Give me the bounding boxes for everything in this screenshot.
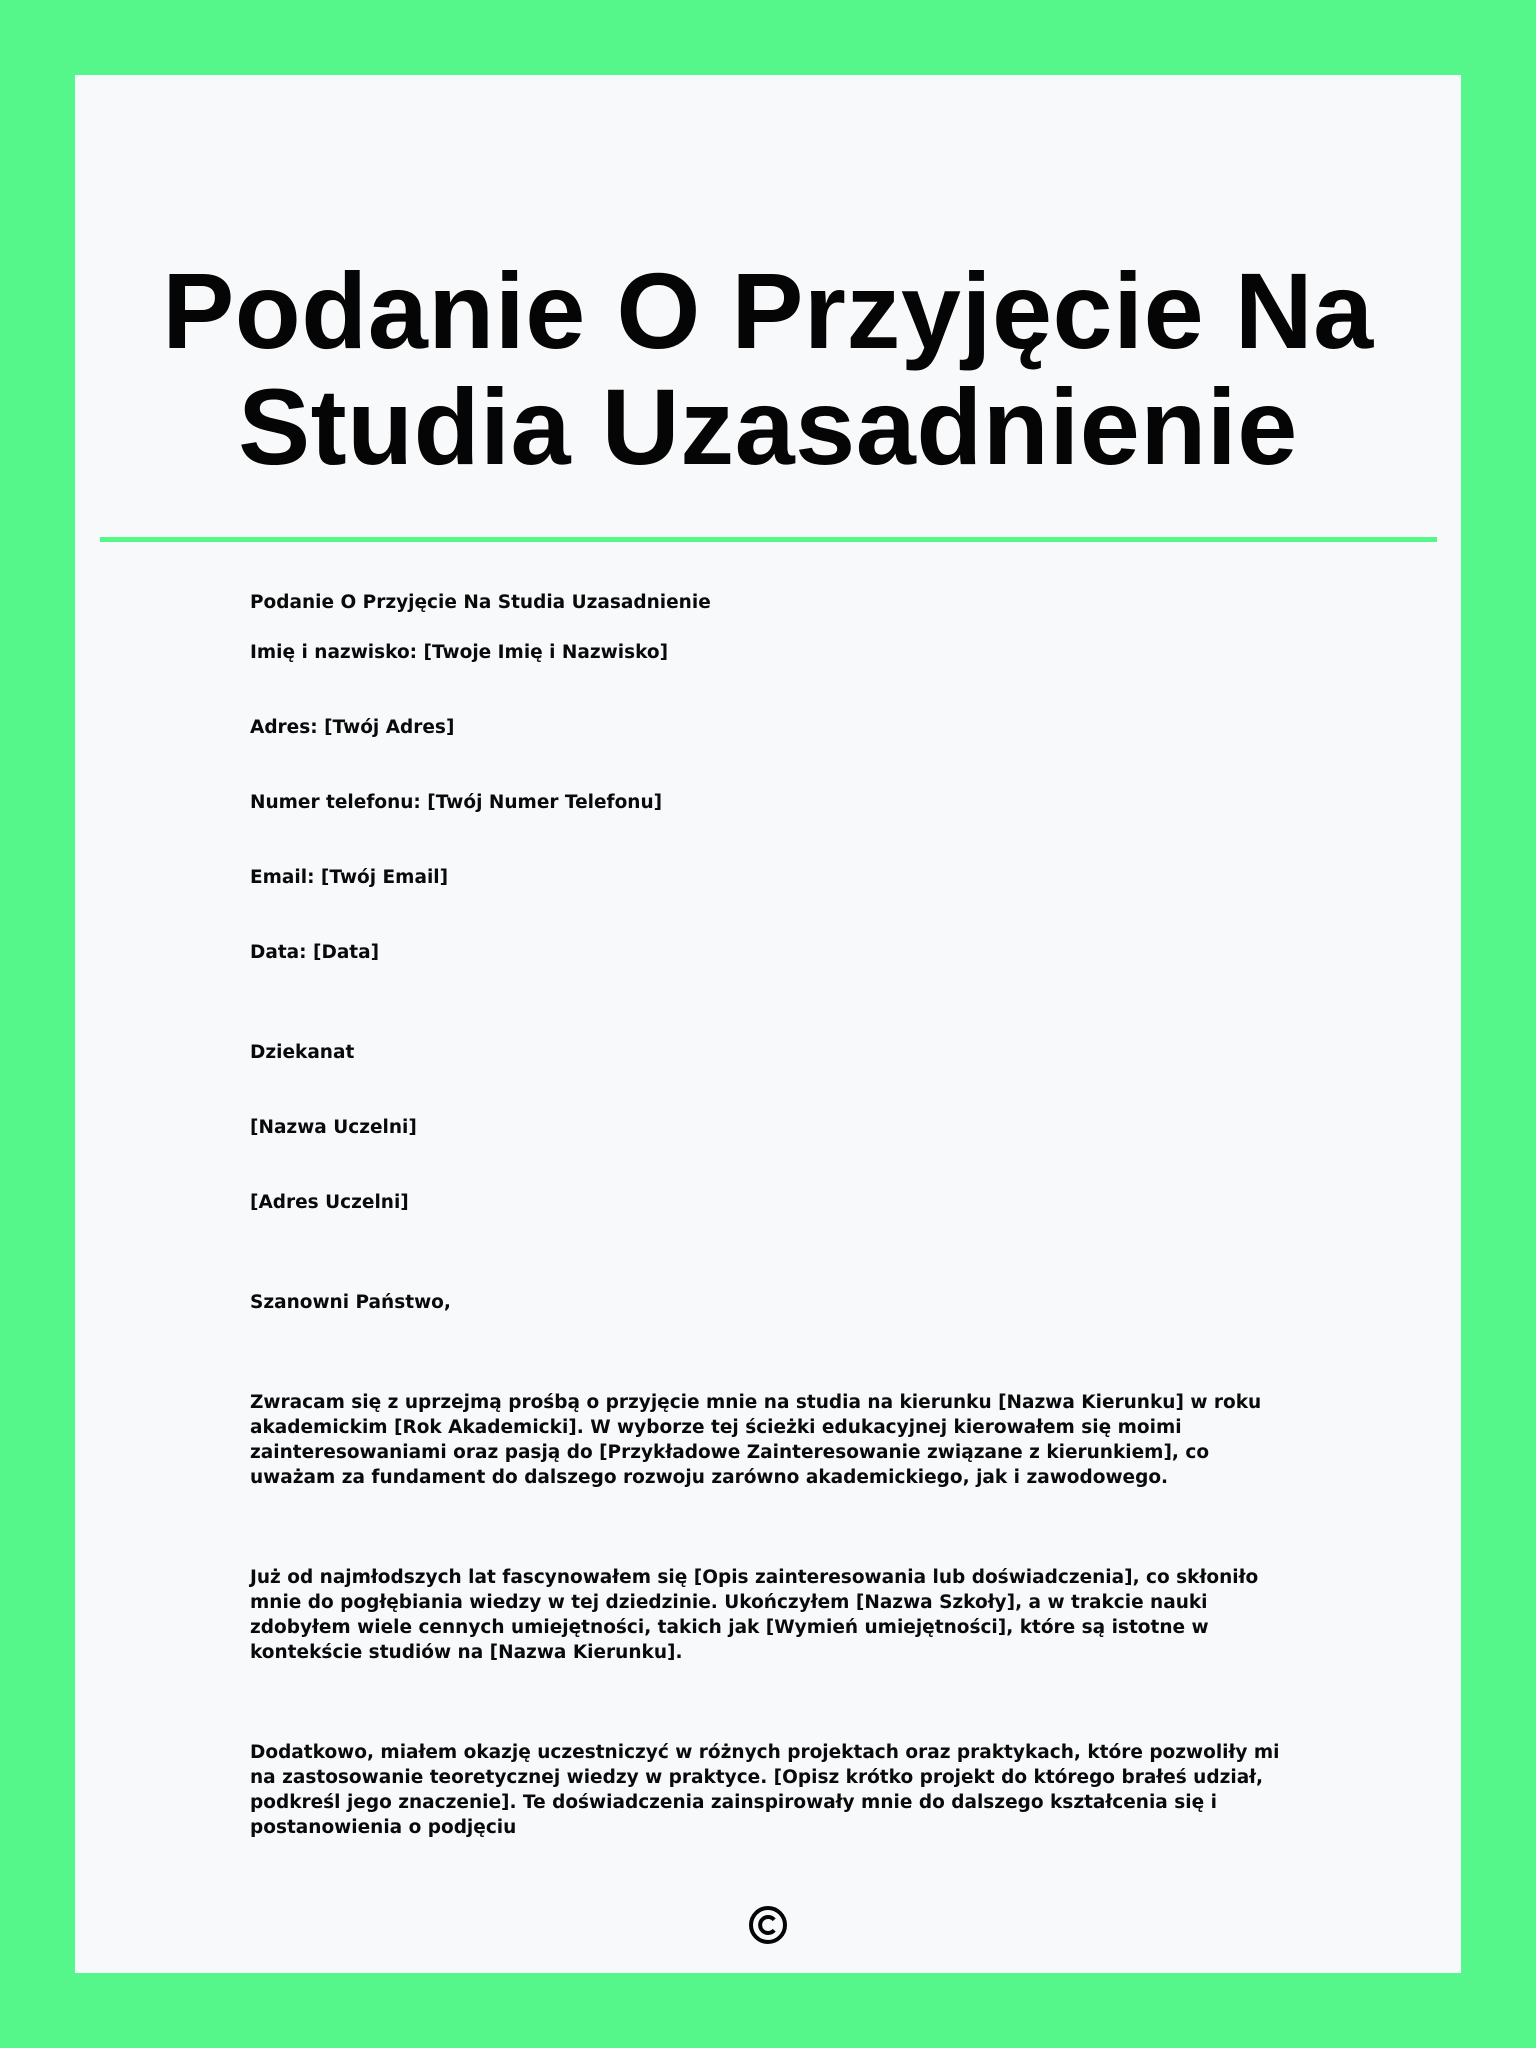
document-page bbox=[75, 75, 1461, 1973]
document-heading: Podanie O Przyjęcie Na Studia Uzasadnienie bbox=[250, 592, 711, 613]
email-line: Email: [Twój Email] bbox=[250, 867, 449, 888]
address-line: Adres: [Twój Adres] bbox=[250, 717, 455, 738]
recipient-office: Dziekanat bbox=[250, 1042, 355, 1063]
recipient-address: [Adres Uczelni] bbox=[250, 1192, 409, 1213]
paragraph-3: Dodatkowo, miałem okazję uczestniczyć w różnych projektach oraz praktykach, które pozwoliły mi na zastosowanie teoretycznej wiedzy w praktyce. [Opisz krótko projekt do którego brałeś udział, podkreśl jego znaczenie]. Te doświadczenia zainspirowały mnie do dalszego kształcenia się i postanowienia o podjęciu bbox=[250, 1742, 1280, 1838]
title-divider bbox=[100, 537, 1437, 542]
phone-line: Numer telefonu: [Twój Numer Telefonu] bbox=[250, 792, 663, 813]
recipient-university: [Nazwa Uczelni] bbox=[250, 1117, 417, 1138]
paragraph-1: Zwracam się z uprzejmą prośbą o przyjęcie mnie na studia na kierunku [Nazwa Kierunku] w roku akademickim [Rok Akademicki]. W wyborze tej ścieżki edukacyjnej kierowałem się moimi zainteresowaniami oraz pasją do [Przykładowe Zainteresowanie związane z kierunkiem], co uważam za fundament do dalszego rozwoju zarówno akademickiego, jak i zawodowego. bbox=[250, 1392, 1262, 1488]
copyright-icon bbox=[748, 1905, 788, 1945]
name-line: Imię i nazwisko: [Twoje Imię i Nazwisko] bbox=[250, 642, 669, 663]
document-title: Podanie O Przyjęcie Na Studia Uzasadnienie bbox=[162, 250, 1374, 487]
date-line: Data: [Data] bbox=[250, 942, 380, 963]
paragraph-2: Już od najmłodszych lat fascynowałem się [Opis zainteresowania lub doświadczenia], co skłoniło mnie do pogłębiania wiedzy w tej dziedzinie. Ukończyłem [Nazwa Szkoły], a w trakcie nauki zdobyłem wiele cennych umiejętności, takich jak [Wymień umiejętności], które są istotne w kontekście studiów na [Nazwa Kierunku]. bbox=[250, 1567, 1259, 1663]
salutation: Szanowni Państwo, bbox=[250, 1292, 451, 1313]
